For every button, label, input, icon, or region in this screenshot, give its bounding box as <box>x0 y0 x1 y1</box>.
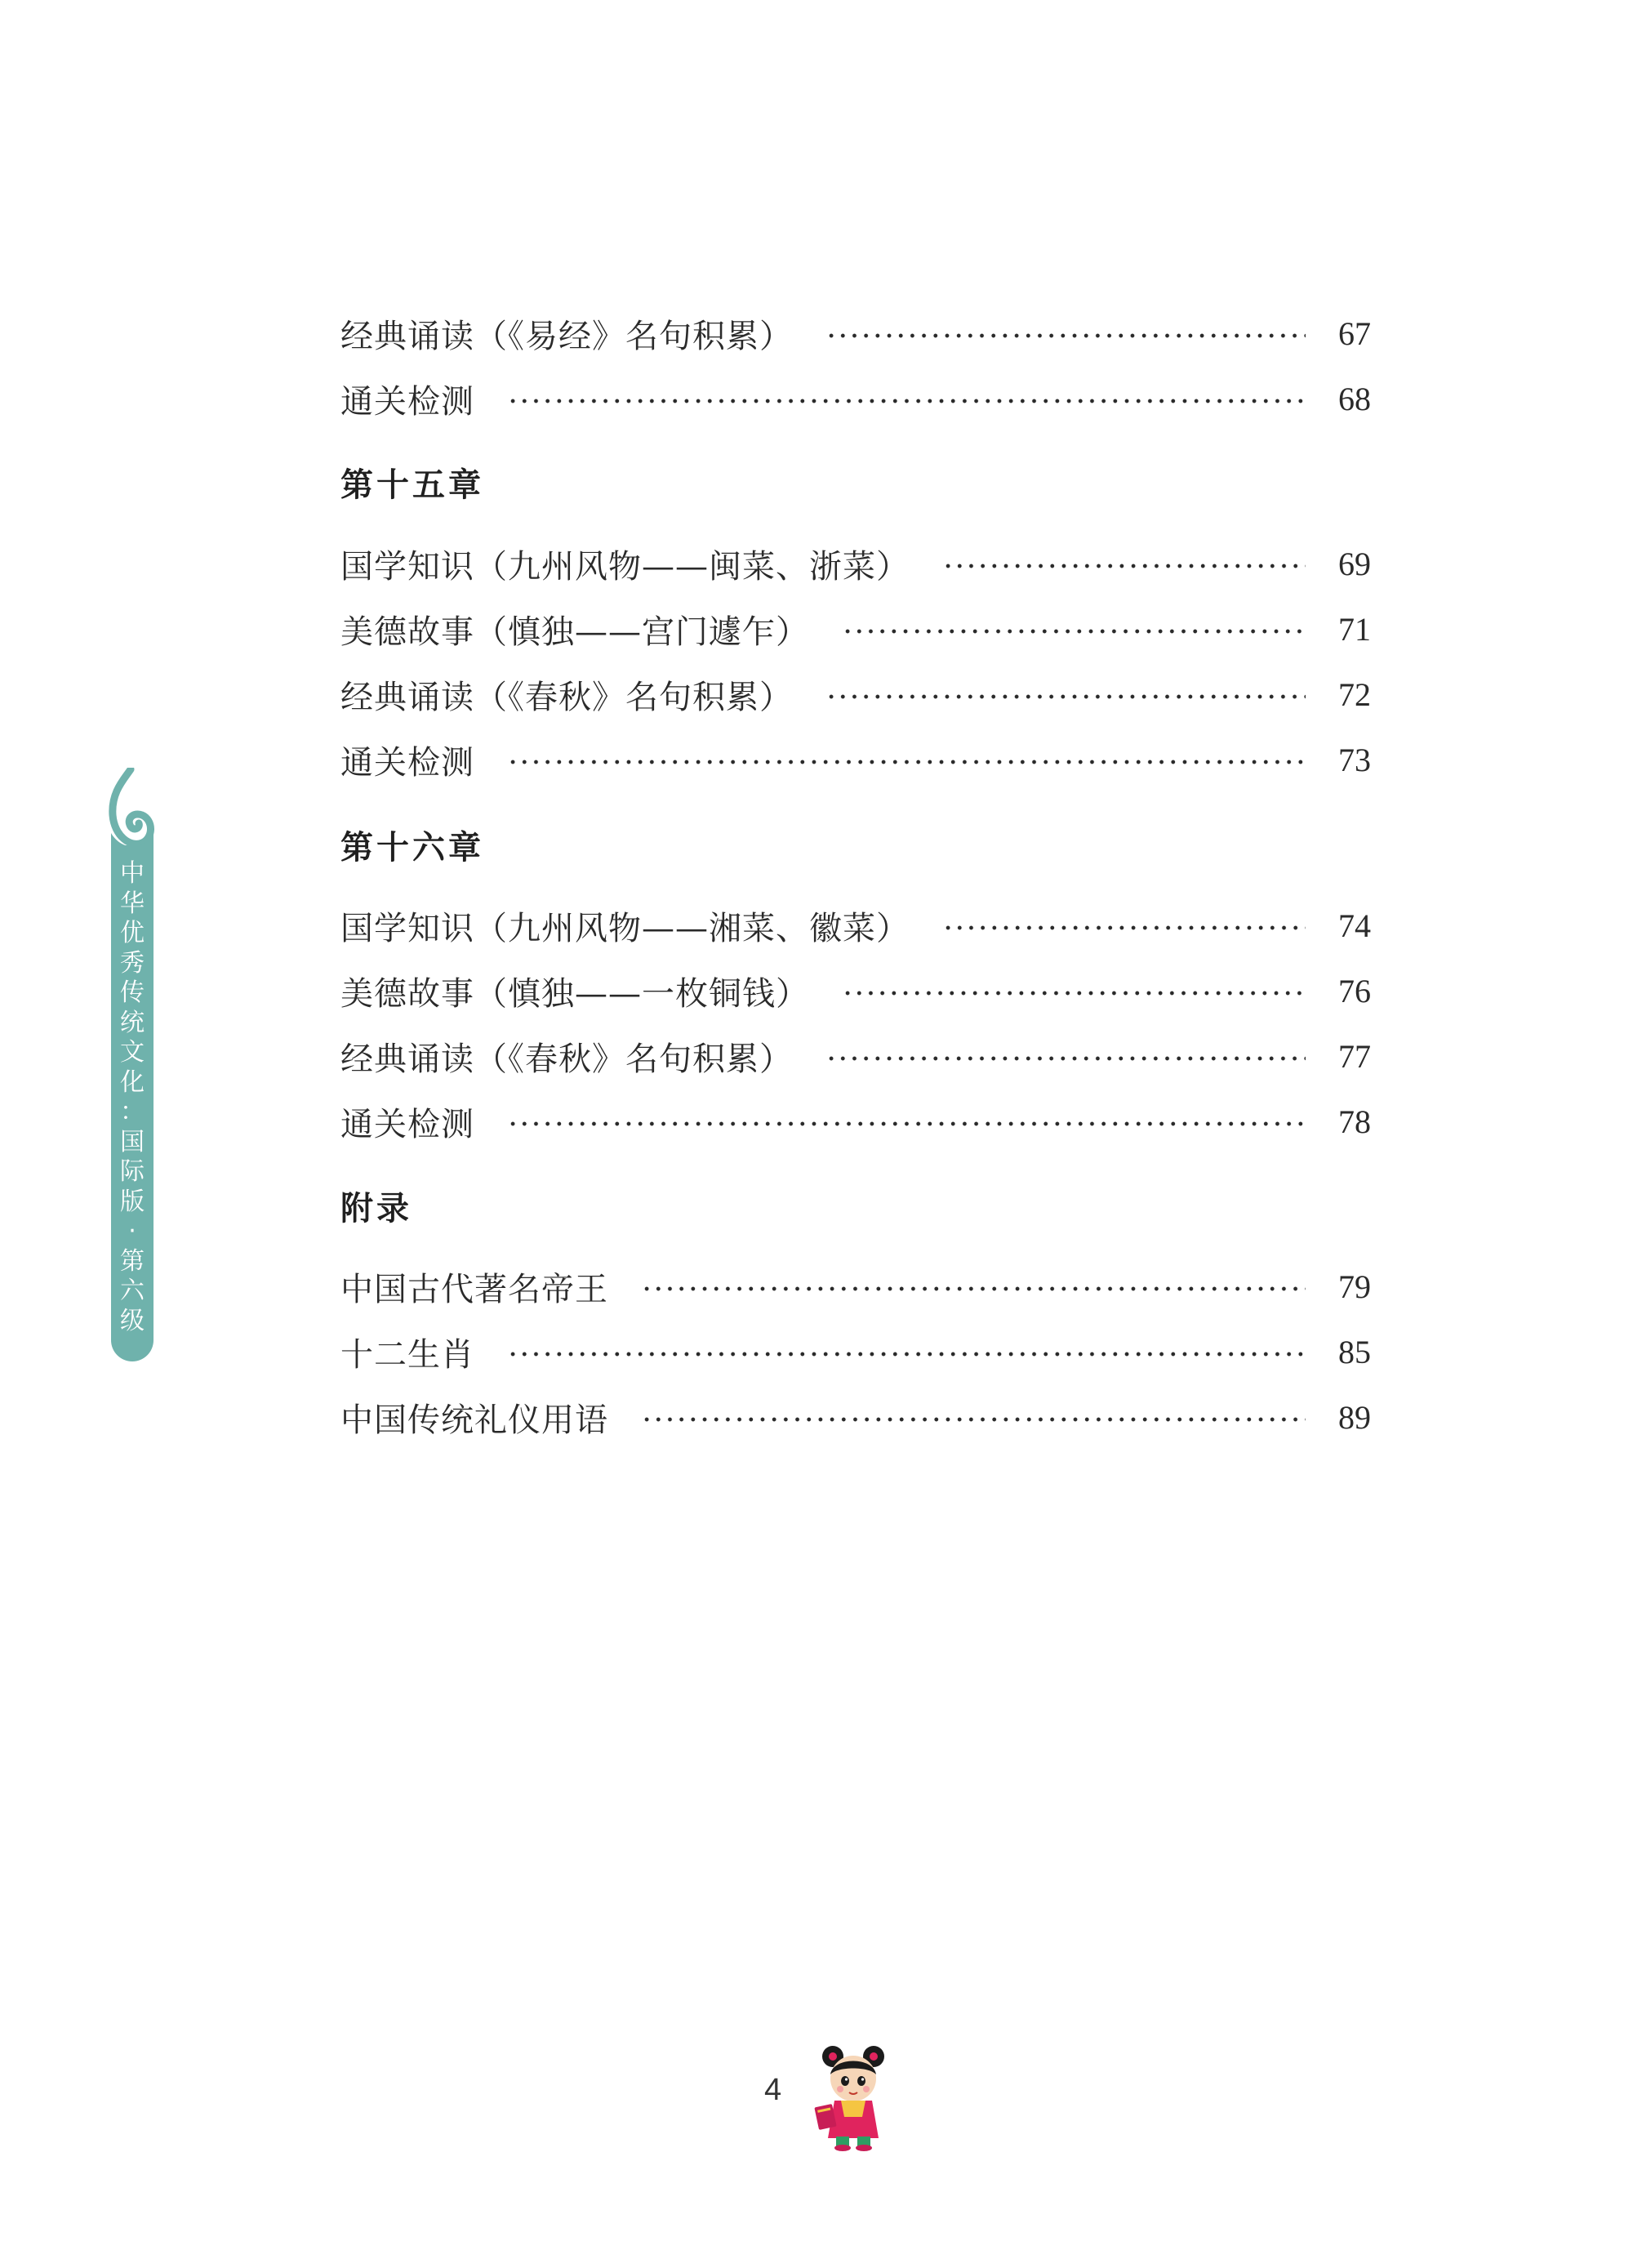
girl-mascot-icon <box>808 2042 898 2152</box>
side-tab-char: 际 <box>120 1157 145 1186</box>
toc-entry-label: 中国古代著名帝王 <box>340 1270 608 1308</box>
dot-leader <box>641 1285 1306 1292</box>
dot-leader <box>825 332 1306 339</box>
toc-entry-page: 85 <box>1338 1333 1371 1370</box>
side-tab-char: 传 <box>120 978 145 1007</box>
dot-leader <box>507 1121 1306 1127</box>
toc-entry-page: 71 <box>1338 610 1371 648</box>
side-tab-char: 版 <box>120 1187 145 1216</box>
toc-entry-page: 76 <box>1338 972 1371 1009</box>
side-tab-char: 文 <box>120 1038 145 1067</box>
toc-entry[interactable] <box>340 539 1371 588</box>
side-tab-char: 中 <box>120 859 145 888</box>
toc-entry-label: 经典诵读（《春秋》名句积累） <box>340 1040 793 1078</box>
toc-entry-label: 经典诵读（《春秋》名句积累） <box>340 678 793 716</box>
toc-entry-label: 美德故事（慎独——一枚铜钱） <box>340 974 809 1013</box>
side-tab-char: 六 <box>120 1277 145 1305</box>
dot-leader <box>825 1055 1306 1062</box>
side-tab-char: 优 <box>120 919 145 947</box>
toc-entry-page: 69 <box>1338 545 1371 582</box>
toc-entry[interactable] <box>340 735 1371 784</box>
dot-leader <box>641 1416 1306 1423</box>
toc-entry-page: 73 <box>1338 741 1371 778</box>
toc-entry[interactable] <box>340 1097 1371 1146</box>
toc-entry-label: 美德故事（慎独——宫门遽乍） <box>340 613 809 651</box>
side-tab-char: 秀 <box>120 948 145 978</box>
appendix-heading[interactable]: 附录 <box>340 1190 412 1228</box>
dot-leader <box>507 1351 1306 1357</box>
toc-entry-page: 74 <box>1338 907 1371 944</box>
side-tab-char: 华 <box>120 889 145 918</box>
side-tab-title <box>111 859 154 1336</box>
toc-entry-label: 中国传统礼仪用语 <box>340 1401 608 1439</box>
dot-leader <box>842 990 1306 996</box>
toc-entry[interactable] <box>340 374 1371 423</box>
toc-entry-label: 通关检测 <box>340 382 474 421</box>
toc-entry[interactable] <box>340 901 1371 950</box>
dot-leader <box>507 398 1306 404</box>
toc-entry[interactable] <box>340 1327 1371 1376</box>
toc-entry-page: 72 <box>1338 675 1371 713</box>
toc-entry-page: 79 <box>1338 1268 1371 1305</box>
toc-entry-label: 国学知识（九州风物——湘菜、徽菜） <box>340 909 910 947</box>
dot-leader <box>942 925 1306 931</box>
dot-leader <box>942 563 1306 569</box>
toc-entry[interactable] <box>340 966 1371 1015</box>
side-tab <box>111 768 154 1372</box>
dot-leader <box>825 693 1306 700</box>
toc-entry-label: 国学知识（九州风物——闽菜、浙菜） <box>340 547 910 586</box>
toc-entry[interactable] <box>340 670 1371 719</box>
side-tab-char: 化 <box>120 1067 145 1097</box>
toc-entry[interactable] <box>340 1392 1371 1441</box>
toc-entry[interactable] <box>340 1262 1371 1311</box>
cloud-curl-icon <box>106 768 158 858</box>
toc-entry[interactable] <box>340 309 1371 358</box>
toc-entry-label: 通关检测 <box>340 743 474 782</box>
side-tab-char: 第 <box>120 1246 145 1276</box>
toc-entry[interactable] <box>340 1032 1371 1081</box>
toc-entry-label: 十二生肖 <box>340 1335 474 1374</box>
toc-entry-page: 89 <box>1338 1398 1371 1436</box>
toc-entry-label: 通关检测 <box>340 1105 474 1143</box>
toc-entry-page: 68 <box>1338 380 1371 417</box>
toc-entry[interactable] <box>340 604 1371 653</box>
chapter-heading[interactable]: 第十六章 <box>340 829 484 867</box>
toc-entry-page: 78 <box>1338 1103 1371 1140</box>
side-tab-char: 国 <box>120 1127 145 1156</box>
side-tab-char: 级 <box>120 1306 145 1335</box>
page-number: 4 <box>764 2073 782 2107</box>
dot-leader <box>507 759 1306 765</box>
chapter-heading[interactable]: 第十五章 <box>340 466 484 504</box>
side-tab-char: 统 <box>120 1008 145 1037</box>
dot-leader <box>842 628 1306 635</box>
side-tab-char: · <box>128 1217 136 1245</box>
toc-entry-page: 77 <box>1338 1037 1371 1075</box>
toc-entry-label: 经典诵读（《易经》名句积累） <box>340 317 793 355</box>
toc-entry-page: 67 <box>1338 314 1371 352</box>
side-tab-char: ： <box>120 1098 145 1126</box>
